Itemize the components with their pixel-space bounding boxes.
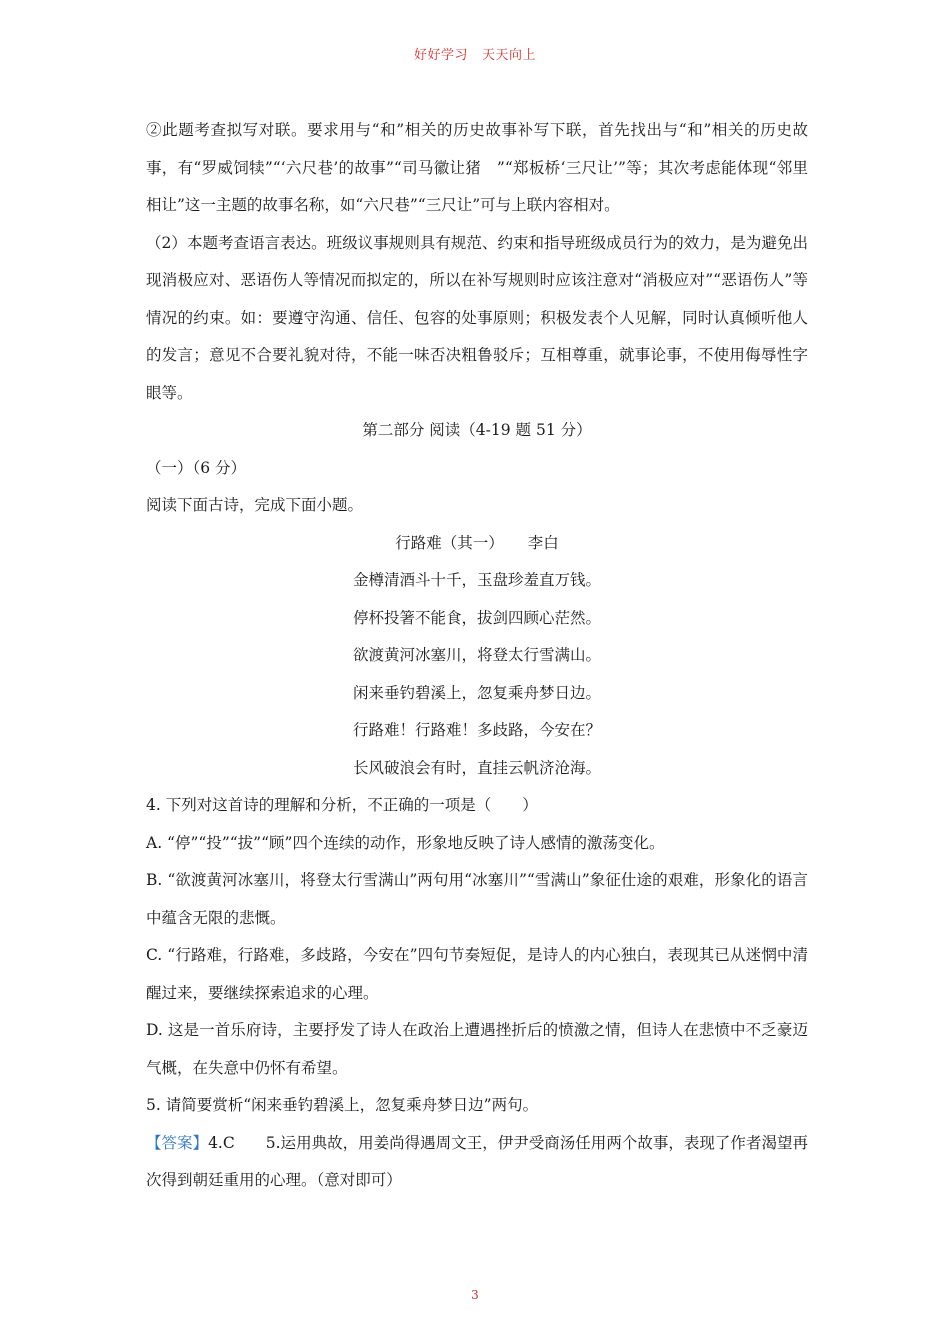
subsection-heading: （一）（6 分） xyxy=(146,458,247,477)
reading-instruction: 阅读下面古诗，完成下面小题。 xyxy=(146,496,364,514)
option-d: D. 这是一首乐府诗，主要抒发了诗人在政治上遭遇挫折后的愤激之情，但诗人在悲愤中不乏豪迈气概，在失意中仍怀有希望。 xyxy=(146,1021,808,1077)
option-b: B. “欲渡黄河冰塞川，将登太行雪满山”两句用“冰塞川”“雪满山”象征仕途的艰难，形象化的语言中蕴含无限的悲慨。 xyxy=(146,871,808,927)
poem-author: 李白 xyxy=(527,533,559,552)
page-header xyxy=(0,44,950,63)
poem-line: 金樽清酒斗十千，玉盘珍羞直万钱。 xyxy=(352,571,601,589)
poem-line: 欲渡黄河冰塞川，将登太行雪满山。 xyxy=(352,646,601,664)
paragraph-language-expression: （2）本题考查语言表达。班级议事规则具有规范、约束和指导班级成员行为的效力，是为避免出现消极应对、恶语伤人等情况而拟定的，所以在补写规则时应该注意对“消极应对”“恶语伤人”等情况的约束。如：要遵守沟通、信任、包容的处事原则；积极发表个人见解，同时认真倾听他人的发言；意见不合要礼貌对待，不能一味否决粗鲁驳斥；互相尊重，就事论事，不使用侮辱性字眼等。 xyxy=(146,233,808,402)
page-content xyxy=(146,112,808,1200)
page-number: 3 xyxy=(471,1288,479,1302)
option-a: A. “停”“投”“拔”“顾”四个连续的动作，形象地反映了诗人感情的激荡变化。 xyxy=(146,833,665,852)
paragraph-couplet-analysis: ②此题考查拟写对联。要求用与“和”相关的历史故事补写下联，首先找出与“和”相关的历史故事，有“罗威饲犊”“‘六尺巷’的故事”“司马徽让猪 ”“郑板桥‘三尺让’”等；其次考虑能体现“邻里相让”这一主题的故事名称，如“六尺巷”“三尺让”可与上联内容相对。 xyxy=(146,121,808,214)
question-4: 4. 下列对这首诗的理解和分析，不正确的一项是（ ） xyxy=(146,796,538,814)
header-motto-left: 好好学习 xyxy=(413,48,468,63)
header-motto-right: 天天向上 xyxy=(482,48,537,63)
poem-line: 停杯投箸不能食，拔剑四顾心茫然。 xyxy=(352,608,601,627)
poem-line: 闲来垂钓碧溪上，忽复乘舟梦日边。 xyxy=(352,683,601,702)
answer-text: 4.C 5.运用典故，用姜尚得遇周文王，伊尹受商汤任用两个故事，表现了作者渴望再次得到朝廷重用的心理。（意对即可） xyxy=(146,1133,808,1189)
question-5: 5. 请简要赏析“闲来垂钓碧溪上，忽复乘舟梦日边”两句。 xyxy=(146,1096,539,1114)
section-heading: 第二部分 阅读（4-19 题 51 分） xyxy=(362,421,592,439)
poem-line: 行路难！行路难！多歧路，今安在？ xyxy=(352,721,601,739)
poem-heading xyxy=(146,525,808,563)
poem-line: 长风破浪会有时，直挂云帆济沧海。 xyxy=(352,758,601,777)
poem-title: 行路难（其一） xyxy=(395,533,504,552)
option-c: C. “行路难，行路难，多歧路，今安在”四句节奏短促，是诗人的内心独白，表现其已从迷惘中清醒过来，要继续探索追求的心理。 xyxy=(146,946,808,1002)
answer-tag: 【答案】 xyxy=(146,1133,209,1152)
answer-block xyxy=(146,1125,808,1200)
